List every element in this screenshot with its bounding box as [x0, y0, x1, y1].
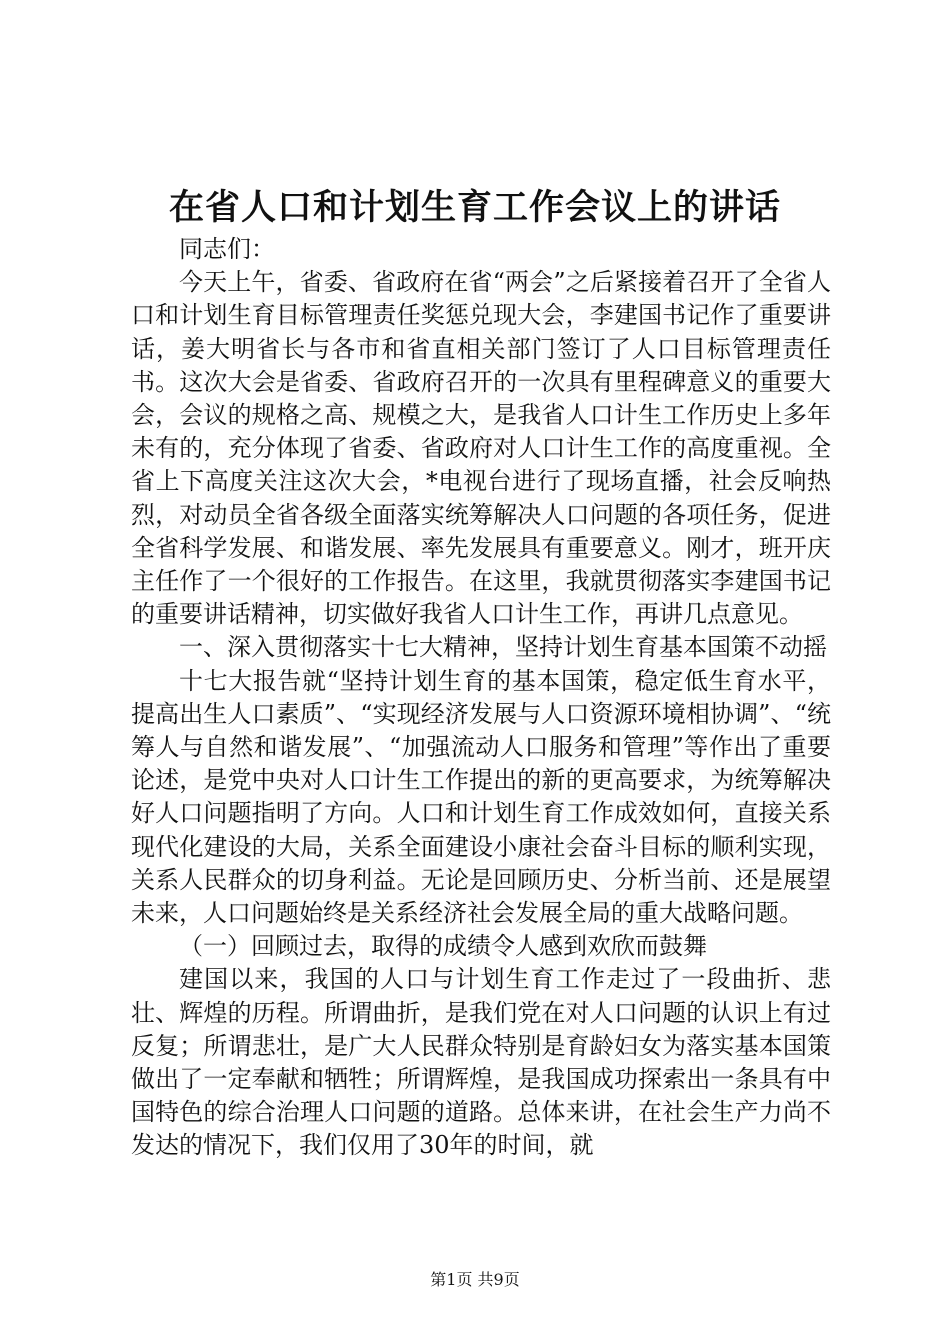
- body-paragraph: 建国以来，我国的人口与计划生育工作走过了一段曲折、悲壮、辉煌的历程。所谓曲折，是我们党在对人口问题的认识上有过反复；所谓悲壮，是广大人民群众特别是育龄妇女为落实基本国策做出了一定奉献和牺牲；所谓辉煌，是我国成功探索出一条具有中国特色的综合治理人口问题的道路。总体来讲，在社会生产力尚不发达的情况下，我们仅用了30年的时间，就: [131, 965, 831, 1160]
- section-heading: 一、深入贯彻落实十七大精神，坚持计划生育基本国策不动摇: [179, 633, 827, 662]
- subsection-heading: （一）回顾过去，取得的成绩令人感到欢欣而鼓舞: [179, 932, 707, 961]
- document-title: 在省人口和计划生育工作会议上的讲话: [168, 187, 781, 228]
- salutation-paragraph: 同志们：: [179, 235, 275, 263]
- body-paragraph: 十七大报告就“坚持计划生育的基本国策，稳定低生育水平，提高出生人口素质”、“实现经济发展与人口资源环境相协调”、“统筹人与自然和谐发展”、“加强流动人口服务和管理”等作出了重要论述，是党中央对人口计生工作提出的新的更高要求，为统筹解决好人口问题指明了方向。人口和计划生育工作成效如何，直接关系现代化建设的大局，关系全面建设小康社会奋斗目标的顺利实现，关系人民群众的切身利益。无论是回顾历史、分析当前、还是展望未来，人口问题始终是关系经济社会发展全局的重大战略问题。: [131, 666, 831, 928]
- document-body: [131, 233, 831, 1163]
- page-footer: 第1页 共9页: [430, 1270, 520, 1289]
- body-paragraph: 今天上午，省委、省政府在省“两会”之后紧接着召开了全省人口和计划生育目标管理责任奖惩兑现大会，李建国书记作了重要讲话，姜大明省长与各市和省直相关部门签订了人口目标管理责任书。这次大会是省委、省政府召开的一次具有里程碑意义的重要大会，会议的规格之高、规模之大，是我省人口计生工作历史上多年未有的，充分体现了省委、省政府对人口计生工作的高度重视。全省上下高度关注这次大会，*电视台进行了现场直播，社会反响热烈，对动员全省各级全面落实统筹解决人口问题的各项任务，促进全省科学发展、和谐发展、率先发展具有重要意义。刚才，班开庆主任作了一个很好的工作报告。在这里，我就贯彻落实李建国书记的重要讲话精神，切实做好我省人口计生工作，再讲几点意见。: [131, 268, 831, 629]
